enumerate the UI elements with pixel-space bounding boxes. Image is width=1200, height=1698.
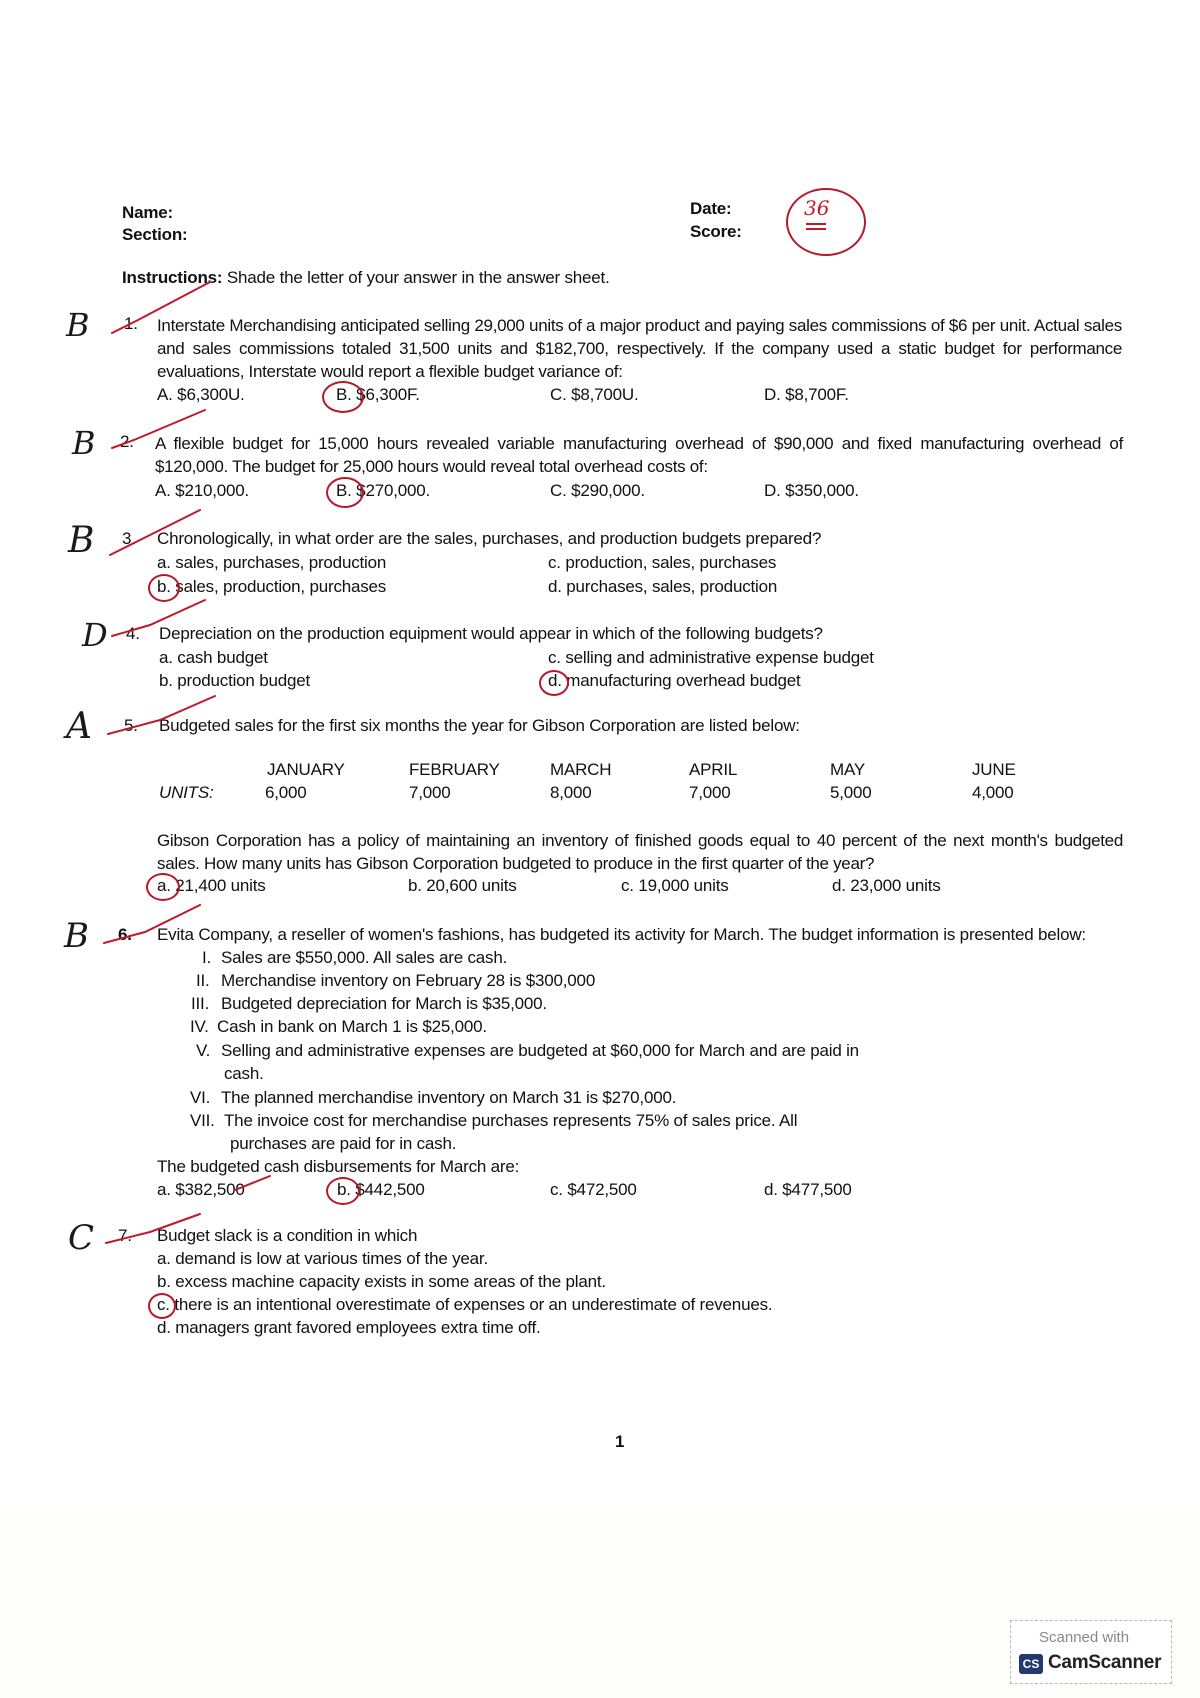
- q6-item-text: The invoice cost for merchandise purchases represents 75% of sales price. All: [224, 1111, 798, 1130]
- scanned-with-text: Scanned with: [1039, 1629, 1130, 1646]
- q6-item-num: I.: [202, 948, 212, 967]
- q3-text: Chronologically, in what order are the sales, purchases, and production budgets prepared?: [157, 529, 822, 548]
- q6-item-num: VII.: [190, 1111, 215, 1130]
- q6-item-num: VI.: [190, 1088, 211, 1107]
- q4-choice-c: c. selling and administrative expense budget: [548, 648, 874, 667]
- q6-item-text: Selling and administrative expenses are budgeted at $60,000 for March and are paid in: [221, 1041, 859, 1060]
- q7-choice-c: c. there is an intentional overestimate of expenses or an underestimate of revenues.: [157, 1295, 773, 1314]
- q6-item-num: V.: [196, 1041, 211, 1060]
- q4-number: 4.: [126, 624, 140, 643]
- q3-number: 3.: [122, 529, 136, 548]
- q5-units-jan: 6,000: [265, 783, 307, 802]
- q6-item-text: Cash in bank on March 1 is $25,000.: [217, 1017, 487, 1036]
- q6-item-num: II.: [196, 971, 210, 990]
- q4-choice-d: d. manufacturing overhead budget: [548, 671, 801, 690]
- q6-item-text: The planned merchandise inventory on March 31 is $270,000.: [221, 1088, 677, 1107]
- q5-check-mark: [108, 696, 215, 734]
- q2-check-mark: [112, 410, 205, 448]
- q6-choice-c: c. $472,500: [550, 1180, 637, 1199]
- q7-check-mark: [106, 1214, 200, 1243]
- q1-number: 1.: [124, 314, 138, 333]
- q6-item-num: IV.: [190, 1017, 209, 1036]
- q5-month-apr: APRIL: [689, 760, 738, 779]
- q6-item-text: Merchandise inventory on February 28 is $300,000: [221, 971, 596, 990]
- q2-choice-b: B. $270,000.: [336, 481, 431, 500]
- q1-check-mark: [112, 282, 210, 333]
- q1-choice-a: A. $6,300U.: [157, 385, 245, 404]
- q6-item-text-cont: purchases are paid for in cash.: [230, 1134, 457, 1153]
- q2-choice-c: C. $290,000.: [550, 481, 645, 500]
- q3-choice-b: b. sales, production, purchases: [157, 577, 387, 596]
- q1-choice-d: D. $8,700F.: [764, 385, 849, 404]
- score-mark: 36: [804, 196, 830, 220]
- q5-choice-c: c. 19,000 units: [621, 876, 729, 895]
- q7-choice-b: b. excess machine capacity exists in some areas of the plant.: [157, 1272, 606, 1291]
- q2-text: A flexible budget for 15,000 hours revealed variable manufacturing overhead of $90,000 and fixed manufacturing overhead of $120,000. The budget for 25,000 hours would reveal total overhead costs of:: [155, 434, 1123, 476]
- q5-month-may: MAY: [830, 760, 865, 779]
- q7-choice-a: a. demand is low at various times of the year.: [157, 1249, 488, 1268]
- q3-choice-a: a. sales, purchases, production: [157, 553, 387, 572]
- q5-choice-a: a. 21,400 units: [157, 876, 266, 895]
- q5-choice-b: b. 20,600 units: [408, 876, 517, 895]
- q2-choice-a: A. $210,000.: [155, 481, 250, 500]
- page-number: 1: [615, 1432, 625, 1451]
- q6-question: The budgeted cash disbursements for March are:: [157, 1157, 520, 1176]
- q6-check-mark: [104, 905, 200, 943]
- name-label: Name:: [122, 203, 173, 222]
- q5-month-jan: JANUARY: [267, 760, 345, 779]
- q1-choice-b: B. $6,300F.: [336, 385, 420, 404]
- q6-item-num: III.: [191, 994, 210, 1013]
- q5-margin-mark: A: [66, 706, 92, 747]
- q4-choice-a: a. cash budget: [159, 648, 268, 667]
- q7-margin-mark: C: [68, 1218, 95, 1258]
- q3-choice-d: d. purchases, sales, production: [548, 577, 778, 596]
- section-label: Section:: [122, 225, 188, 244]
- q3-margin-mark: B: [68, 520, 95, 561]
- q6-number: 6.: [118, 925, 132, 944]
- q5-units-mar: 8,000: [550, 783, 592, 802]
- q6-item-text: Budgeted depreciation for March is $35,000.: [221, 994, 547, 1013]
- q5-text: Budgeted sales for the first six months the year for Gibson Corporation are listed below:: [159, 716, 800, 735]
- q5-month-mar: MARCH: [550, 760, 612, 779]
- q5-units-jun: 4,000: [972, 783, 1014, 802]
- q6-a-slash: [235, 1176, 270, 1190]
- q7-text: Budget slack is a condition in which: [157, 1226, 418, 1245]
- q6-item-text-cont: cash.: [224, 1064, 264, 1083]
- camscanner-logo-icon: CS: [1019, 1654, 1043, 1674]
- q4-text: Depreciation on the production equipment would appear in which of the following budgets?: [159, 624, 823, 643]
- q4-choice-b: b. production budget: [159, 671, 311, 690]
- q5-month-feb: FEBRUARY: [409, 760, 500, 779]
- q5-number: 5.: [124, 716, 138, 735]
- score-label: Score:: [690, 222, 742, 241]
- q2-choice-d: D. $350,000.: [764, 481, 859, 500]
- q6-choice-a: a. $382,500: [157, 1180, 245, 1199]
- q5-units-apr: 7,000: [689, 783, 731, 802]
- q6-text: Evita Company, a reseller of women's fashions, has budgeted its activity for March. The budget information is presented below:: [157, 925, 1086, 944]
- q6-margin-mark: B: [64, 916, 89, 956]
- q5-month-jun: JUNE: [972, 760, 1016, 779]
- q4-check-mark: [112, 600, 205, 636]
- q3-choice-c: c. production, sales, purchases: [548, 553, 777, 572]
- q6-choice-d: d. $477,500: [764, 1180, 852, 1199]
- q1-choice-c: C. $8,700U.: [550, 385, 639, 404]
- q1-margin-mark: B: [66, 306, 90, 344]
- instructions-label: Instructions:: [122, 268, 223, 287]
- q5-units-label: UNITS:: [159, 783, 214, 802]
- q2-margin-mark: B: [72, 424, 96, 462]
- q7-choice-d: d. managers grant favored employees extra time off.: [157, 1318, 541, 1337]
- date-label: Date:: [690, 199, 732, 218]
- q1-text: Interstate Merchandising anticipated selling 29,000 units of a major product and paying sales commissions of $6 per unit. Actual sales and sales commissions totaled 31,500 units and $182,700, respectively. If the company used a static budget for performance evaluations, Interstate would report a flexible budget variance of:: [157, 316, 1122, 381]
- q7-number: 7.: [118, 1226, 132, 1245]
- q4-margin-mark: D: [82, 616, 108, 654]
- q5-text2: Gibson Corporation has a policy of maintaining an inventory of finished goods equal to 40 percent of the next month's budgeted sales. How many units has Gibson Corporation budgeted to produce in the first quarter of the year?: [157, 831, 1123, 873]
- instructions-text: Shade the letter of your answer in the answer sheet.: [226, 268, 610, 287]
- camscanner-stamp: [1010, 1620, 1172, 1684]
- q2-number: 2.: [120, 432, 134, 451]
- q5-units-may: 5,000: [830, 783, 872, 802]
- camscanner-brand: CamScanner: [1048, 1652, 1162, 1673]
- q5-choice-d: d. 23,000 units: [832, 876, 941, 895]
- q5-units-feb: 7,000: [409, 783, 451, 802]
- q3-check-mark: [110, 510, 200, 555]
- q6-item-text: Sales are $550,000. All sales are cash.: [221, 948, 508, 967]
- q6-choice-b: b. $442,500: [337, 1180, 425, 1199]
